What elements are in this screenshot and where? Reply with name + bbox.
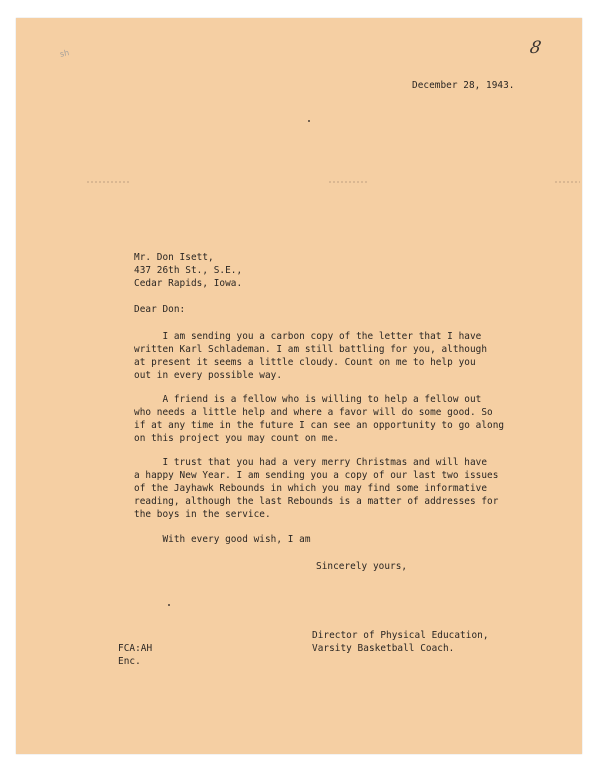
- body-line: a happy New Year. I am sending you a copy of our last two issues: [134, 470, 499, 481]
- paper-speck: [168, 604, 170, 606]
- enclosure-note: Enc.: [118, 656, 141, 667]
- body-line: at present it seems a little cloudy. Count on me to help you: [134, 357, 476, 368]
- paper-speck: [308, 120, 310, 122]
- signature-title-2: Varsity Basketball Coach.: [312, 643, 455, 654]
- body-line: I am sending you a carbon copy of the letter that I have: [134, 331, 482, 342]
- body-line: out in every possible way.: [134, 370, 283, 381]
- salutation: Dear Don:: [134, 304, 186, 315]
- perforation-mark: [86, 181, 130, 183]
- recipient-street: 437 26th St., S.E.,: [134, 265, 243, 276]
- body-line: written Karl Schlademan. I am still battling for you, although: [134, 344, 488, 355]
- body-line: A friend is a fellow who is willing to help a fellow out: [134, 394, 482, 405]
- body-line: of the Jayhawk Rebounds in which you may find some informative: [134, 483, 488, 494]
- pencil-mark: sh: [59, 48, 71, 59]
- perforation-mark: [328, 181, 368, 183]
- complimentary-close: Sincerely yours,: [316, 561, 408, 572]
- recipient-city: Cedar Rapids, Iowa.: [134, 278, 243, 289]
- recipient-name: Mr. Don Isett,: [134, 252, 214, 263]
- reference-initials: FCA:AH: [118, 643, 153, 654]
- signature-title-1: Director of Physical Education,: [312, 630, 489, 641]
- body-line: who needs a little help and where a favor will do some good. So: [134, 407, 493, 418]
- letter-page: [16, 18, 582, 754]
- body-line: on this project you may count on me.: [134, 433, 339, 444]
- letter-date: December 28, 1943.: [412, 80, 515, 91]
- body-line: I trust that you had a very merry Christmas and will have: [134, 457, 488, 468]
- body-line: if at any time in the future I can see an opportunity to go along: [134, 420, 505, 431]
- body-line: reading, although the last Rebounds is a matter of addresses for: [134, 496, 499, 507]
- body-line: the boys in the service.: [134, 509, 271, 520]
- closing-line: With every good wish, I am: [134, 534, 311, 545]
- perforation-mark: [554, 181, 580, 183]
- page-number: 8: [528, 38, 543, 58]
